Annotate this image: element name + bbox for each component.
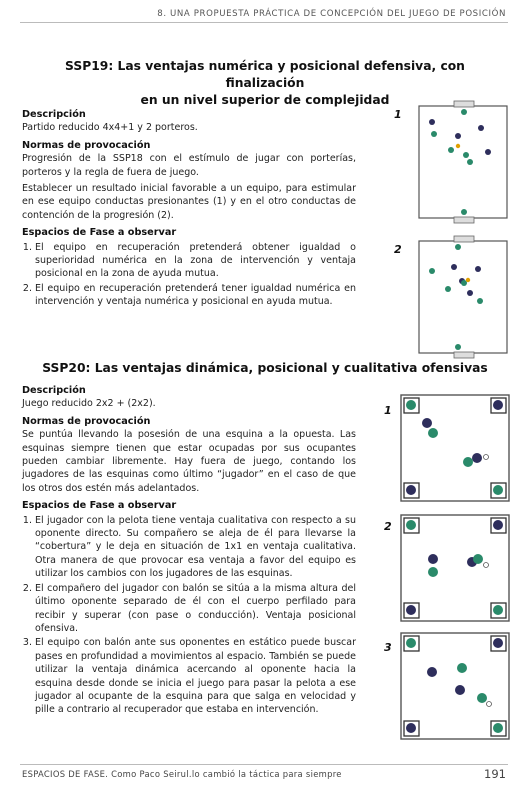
- ssp20-field-diagram-1: [400, 394, 510, 502]
- goalkeeper: [461, 209, 467, 215]
- ssp19-espacios-item-1: 1. El equipo en recuperación pretenderá obtener igualdad o superioridad numérica en la zona de intervención y ventaja posicional en la zona de ayuda mutua.: [35, 241, 356, 281]
- corner-player-green: [406, 400, 416, 410]
- player-green: [457, 663, 467, 673]
- field-border: [419, 241, 507, 353]
- ssp20-field-diagram-3: [400, 632, 510, 740]
- ssp20-espacios-heading: Espacios de Fase a observar: [22, 500, 177, 512]
- ssp20-espacios-item-1: 1. El jugador con la pelota tiene ventaja cualitativa con respecto a su oponente directo. Su compañero se aleja de él para llevarse la “cobertura” y le deja en situación de 1x1 en ventaja cualitativa. Otra manera de que provocar esa ventaja a favor del equipo es utilizar los cambios con los jugadores de las esquinas.: [35, 514, 356, 581]
- goal-bottom: [454, 352, 474, 358]
- player-dark: [467, 290, 473, 296]
- running-footer: ESPACIOS DE FASE. Como Paco Seirul.lo cambió la táctica para siempre: [22, 769, 342, 779]
- ssp20-diagram-label-3: 3: [384, 641, 392, 654]
- corner-player-green: [406, 520, 416, 530]
- player-green: [473, 554, 483, 564]
- ssp19-espacios-list: [22, 241, 356, 309]
- player-dark: [472, 453, 482, 463]
- player-green: [463, 457, 473, 467]
- player-green: [431, 131, 437, 137]
- player-green: [428, 567, 438, 577]
- ssp19-espacios-heading: Espacios de Fase a observar: [22, 227, 177, 239]
- ssp19-normas-heading: Normas de provocación: [22, 139, 151, 151]
- ssp20-espacios-item-3: 3. El equipo con balón ante sus oponentes en estático puede buscar pases en profundidad a movimientos al espacio. También se puede utilizar la ventaja dinámica acercando al oponente hacia la esquina desde donde se inicia el juego para pasar la pelota a ese jugador al ocupante de la esquina para que salga en velocidad y pille a contrario al recuperador que estaba en intervención.: [35, 636, 356, 716]
- ssp19-diagram-label-2: 2: [394, 243, 402, 256]
- player-dark: [455, 685, 465, 695]
- corner-player-green: [493, 485, 503, 495]
- corner-player-dark: [406, 605, 416, 615]
- goal-top: [454, 101, 474, 107]
- ssp20-title: SSP20: Las ventajas dinámica, posicional y cualitativa ofensivas: [42, 361, 488, 375]
- corner-player-dark: [406, 723, 416, 733]
- ssp20-normas-heading: Normas de provocación: [22, 415, 151, 427]
- ssp20-espacios-list: [22, 514, 356, 717]
- field-border: [401, 395, 509, 501]
- player-dark: [475, 266, 481, 272]
- ssp20-text: [22, 384, 356, 718]
- player-green: [448, 147, 454, 153]
- corner-player-green: [406, 638, 416, 648]
- ssp19-normas-1: Progresión de la SSP18 con el estímulo de jugar con porterías, porteros y la regla de fuera de juego.: [22, 153, 356, 178]
- ssp19-espacios-item-2: 2. El equipo en recuperación pretenderá tener igualdad numérica en intervención y ventaja numérica y posicional en ayuda mutua.: [35, 282, 356, 309]
- goalkeeper: [461, 109, 467, 115]
- corner-player-green: [493, 723, 503, 733]
- header-rule: [20, 22, 508, 23]
- ssp19-descripcion: Partido reducido 4x4+1 y 2 porteros.: [22, 122, 198, 134]
- corner-player-dark: [493, 520, 503, 530]
- player-green: [467, 159, 473, 165]
- corner-player-dark: [493, 400, 503, 410]
- ssp19-normas-2: Establecer un resultado inicial favorable a un equipo, para estimular en ese equipo conductas presionantes (1) y en el otro conductas de contención de la progresión (2).: [22, 183, 356, 221]
- player-dark: [455, 133, 461, 139]
- ssp20-diagram-label-2: 2: [384, 520, 392, 533]
- field-border: [401, 633, 509, 739]
- player-dark: [485, 149, 491, 155]
- ball: [466, 278, 470, 282]
- player-dark: [428, 554, 438, 564]
- page-number: 191: [484, 767, 506, 781]
- player-dark: [427, 667, 437, 677]
- ssp19-diagram-label-1: 1: [394, 108, 402, 121]
- player-green: [429, 268, 435, 274]
- footer-rule: [20, 764, 508, 765]
- corner-player-green: [493, 605, 503, 615]
- field-border: [401, 515, 509, 621]
- corner-player-dark: [406, 485, 416, 495]
- goal-bottom: [454, 217, 474, 223]
- running-header: 8. UNA PROPUESTA PRÁCTICA DE CONCEPCIÓN DEL JUEGO DE POSICIÓN: [157, 9, 506, 19]
- goal-top: [454, 236, 474, 242]
- player-green: [477, 298, 483, 304]
- ssp20-descripcion-heading: Descripción: [22, 385, 86, 396]
- ball: [456, 144, 460, 148]
- ssp20-diagram-label-1: 1: [384, 404, 392, 417]
- ssp20-descripcion: Juego reducido 2x2 + (2x2).: [22, 398, 156, 410]
- player-green: [428, 428, 438, 438]
- corner-player-dark: [493, 638, 503, 648]
- goalkeeper: [455, 244, 461, 250]
- player-dark: [422, 418, 432, 428]
- ssp19-title-line-1: SSP19: Las ventajas numérica y posicional defensiva, con finalización: [65, 59, 465, 90]
- ssp19-title-line-2: en un nivel superior de complejidad: [140, 93, 390, 107]
- player-dark: [451, 264, 457, 270]
- ssp19-field-diagram-1: [418, 100, 508, 224]
- goalkeeper: [455, 344, 461, 350]
- ssp19-field-diagram-2: [418, 235, 508, 359]
- ball: [487, 702, 492, 707]
- ball: [484, 563, 489, 568]
- ssp20-normas: Se puntúa llevando la posesión de una esquina a la opuesta. Las esquinas siempre tienen que estar ocupadas por sus ocupantes pueden cambiar libremente. Hay fuera de juego, contando los jugadores de las esquinas como último “jugador” en el caso de que los otros dos estén más adelantados.: [22, 429, 356, 494]
- ssp20-espacios-item-2: 2. El compañero del jugador con balón se sitúa a la misma altura del último oponente separado de él con el cuerpo perfilado para recibir y superar (con pase o conducción). Ventaja posicional ofensiva.: [35, 582, 356, 636]
- ssp19-descripcion-heading: Descripción: [22, 109, 86, 120]
- player-green: [477, 693, 487, 703]
- ssp19-text: [22, 108, 356, 310]
- player-dark: [429, 119, 435, 125]
- ssp20-field-diagram-2: [400, 514, 510, 622]
- ball: [484, 455, 489, 460]
- player-green: [463, 152, 469, 158]
- player-dark: [478, 125, 484, 131]
- player-green: [445, 286, 451, 292]
